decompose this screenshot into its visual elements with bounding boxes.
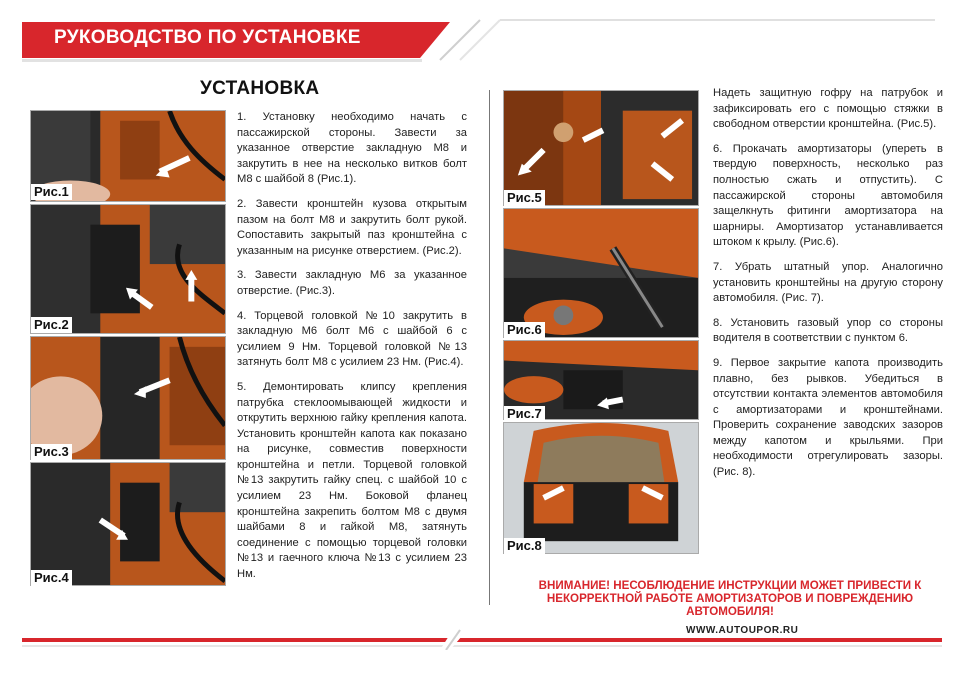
step-2-text: 2. Завести кронштейн кузова открытым пазом на болт М8 и закрутить болт рукой. Сопоставить закрытый паз кронштейна с указанным на рисунке отверстием. (Рис.2).: [237, 197, 467, 257]
step-9-text: 9. Первое закрытие капота производить плавно, без рывков. Убедиться в отсутствии контакта элементов автомобиля с амортизаторами и кронштейнами. Проверить сохранение заводских зазоров между капотом и крыльями. При необходимости отрегулировать зазоры. (Рис. 8).: [713, 356, 943, 479]
figure-5-photo: [503, 90, 699, 206]
figure-4-photo: [30, 462, 226, 586]
step-3-text: 3. Завести закладную М6 за указанное отверстие. (Рис.3).: [237, 269, 467, 297]
page-title: РУКОВОДСТВО ПО УСТАНОВКЕ: [54, 27, 361, 48]
figure-2-label: Рис.2: [31, 317, 72, 333]
figure-1-label: Рис.1: [31, 184, 72, 200]
figure-8-label: Рис.8: [504, 538, 545, 554]
figure-5-label: Рис.5: [504, 190, 545, 206]
step-8-text: 8. Установить газовый упор со стороны водителя в соответствии с пунктом 6.: [713, 316, 943, 345]
step-4-text: 4. Торцевой головкой №10 закрутить в закладную М6 болт М6 с шайбой 6 с усилием 9 Нм. Торцевой головкой №13 затянуть болт М8 с усилием 23 Нм. (Рис.4).: [237, 309, 467, 369]
figure-3-photo: [30, 336, 226, 460]
warning-notice: ВНИМАНИЕ! НЕСОБЛЮДЕНИЕ ИНСТРУКЦИИ МОЖЕТ ПРИВЕСТИ К НЕКОРРЕКТНОЙ РАБОТЕ АМОРТИЗАТОРОВ И ПОВРЕЖДЕНИЮ АВТОМОБИЛЯ!: [538, 579, 922, 618]
header-decoration: [380, 14, 940, 62]
figure-4-label: Рис.4: [31, 570, 72, 586]
step-5-continued-text: Надеть защитную гофру на патрубок и зафиксировать его с помощью стяжки в свободном отверстии кронштейна. (Рис.5).: [713, 87, 943, 131]
instructions-right: [713, 86, 943, 490]
footer-decoration: [432, 628, 492, 650]
figure-6-label: Рис.6: [504, 322, 545, 338]
website-link[interactable]: WWW.AUTOUPOR.RU: [680, 625, 804, 636]
instructions-left: [237, 110, 467, 592]
step-1-text: 1. Установку необходимо начать с пассажирской стороны. Завести за указанное отверстие закладную М8 и закрутить в нее на несколько витков болт М8 с шайбой 8 (Рис.1).: [237, 111, 467, 186]
figure-2-photo: [30, 204, 226, 334]
header-stripe: [22, 59, 422, 62]
figure-3-label: Рис.3: [31, 444, 72, 460]
figure-6-photo: [503, 208, 699, 338]
step-5-text: 5. Демонтировать клипсу крепления патрубка стеклоомывающей жидкости и открутить верхнюю гайку крепления капота. Установить кронштейн капота как показано на рисунке, совместив поверхности кронштейна и петли. Торцевой головкой №13 закрутить гайку спец. с шайбой 10 с усилием 23 Нм. Боковой фланец кронштейна закрепить болтом М8 с двумя шайбами 8 и гайкой М8, затянуть соединение с помощью торцевой головки №13 и гаечного ключа №13 с усилием 23 Нм.: [237, 380, 467, 581]
section-title: УСТАНОВКА: [200, 78, 320, 99]
figure-8-photo: [503, 422, 699, 554]
step-6-text: 6. Прокачать амортизаторы (упереть в твердую поверхность, несколько раз полностью сжать и отпустить). С пассажирской стороны автомобиля защелкнуть фитинги амортизатора на шарниры. Амортизатор устанавливается штоком к крылу. (Рис.6).: [713, 142, 943, 249]
step-7-text: 7. Убрать штатный упор. Аналогично установить кронштейны на другую сторону автомобиля. (Рис. 7).: [713, 260, 943, 305]
figure-7-label: Рис.7: [504, 406, 545, 422]
column-divider: [489, 90, 490, 605]
